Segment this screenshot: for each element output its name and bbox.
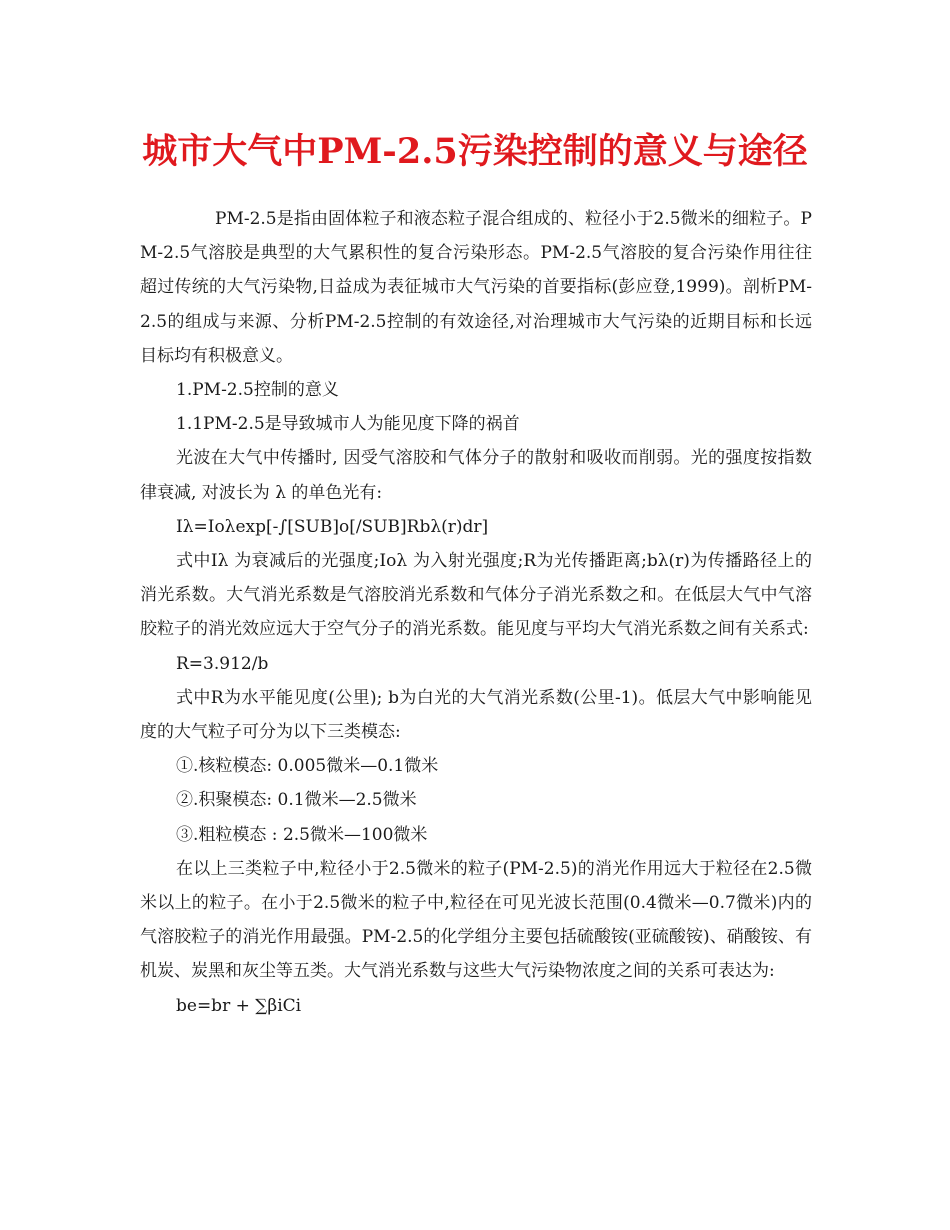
paragraph-visibility-explanation: 式中R为水平能见度(公里); b为白光的大气消光系数(公里-1)。低层大气中影响能见度的大气粒子可分为以下三类模态: <box>140 687 812 743</box>
paragraph-light-attenuation: 光波在大气中传播时, 因受气溶胶和气体分子的散射和吸收而削弱。光的强度按指数律衰减, 对波长为 λ 的单色光有: <box>140 448 812 503</box>
document-body <box>140 202 812 1023</box>
list-item-coarse-mode: ③.粗粒模态 : 2.5微米—100微米 <box>176 824 428 845</box>
list-item-nucleation-mode: ①.核粒模态: 0.005微米—0.1微米 <box>176 756 439 777</box>
formula-visibility: R=3.912/b <box>176 653 269 674</box>
paragraph-formula-explanation: 式中Iλ 为衰减后的光强度;Ioλ 为入射光强度;R为光传播距离;bλ(r)为传播路径上的消光系数。大气消光系数是气溶胶消光系数和气体分子消光系数之和。在低层大气中气溶胶粒子的消光效应远大于空气分子的消光系数。能见度与平均大气消光系数之间有关系式: <box>140 551 812 640</box>
formula-extinction: be=br + ∑βiCi <box>176 995 302 1016</box>
document-title: 城市大气中PM-2.5污染控制的意义与途径 <box>142 131 808 172</box>
paragraph-particle-comparison: 在以上三类粒子中,粒径小于2.5微米的粒子(PM-2.5)的消光作用远大于粒径在2.5微米以上的粒子。在小于2.5微米的粒子中,粒径在可见光波长范围(0.4微米—0.7微米)内的气溶胶粒子的消光作用最强。PM-2.5的化学组分主要包括硫酸铵(亚硫酸铵)、硝酸铵、有机炭、炭黑和灰尘等五类。大气消光系数与这些大气污染物浓度之间的关系可表达为: <box>140 858 812 982</box>
formula-intensity: Iλ=Ioλexp[-∫[SUB]o[/SUB]Rbλ(r)dr] <box>176 516 489 537</box>
section-heading-1: 1.PM-2.5控制的意义 <box>176 380 339 401</box>
list-item-accumulation-mode: ②.积聚模态: 0.1微米—2.5微米 <box>176 790 417 811</box>
subsection-heading-1-1: 1.1PM-2.5是导致城市人为能见度下降的祸首 <box>176 414 520 435</box>
paragraph-intro: PM-2.5是指由固体粒子和液态粒子混合组成的、粒径小于2.5微米的细粒子。PM-2.5气溶胶是典型的大气累积性的复合污染形态。PM-2.5气溶胶的复合污染作用往往超过传统的大气污染物,日益成为表征城市大气污染的首要指标(彭应登,1999)。剖析PM-2.5的组成与来源、分析PM-2.5控制的有效途径,对治理城市大气污染的近期目标和长远目标均有积极意义。 <box>140 209 812 366</box>
